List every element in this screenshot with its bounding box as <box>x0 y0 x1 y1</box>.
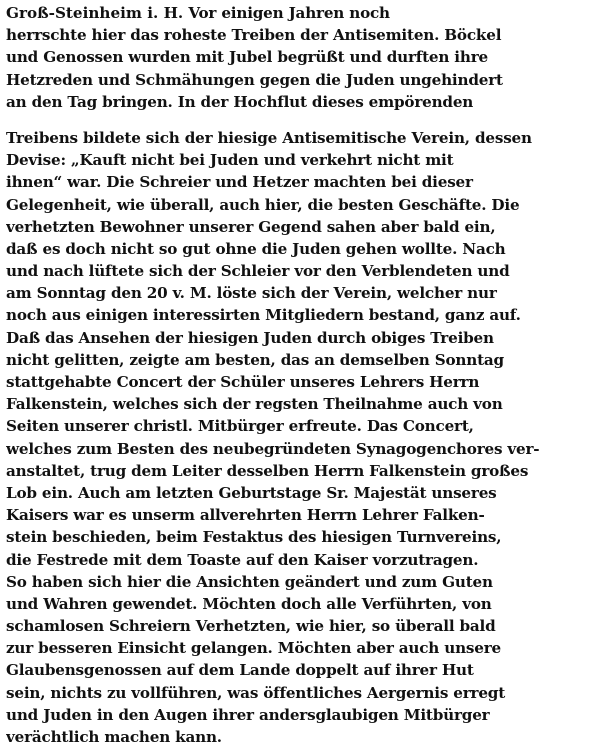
text-line: herrschte hier das roheste Treiben der Antisemiten. Böckel <box>6 26 502 45</box>
text-line: Lob ein. Auch am letzten Geburtstage Sr. Majestät unseres <box>6 483 497 502</box>
text-line: an den Tag bringen. In der Hochflut dieses empörenden <box>6 92 474 111</box>
text-line: zur besseren Einsicht gelangen. Möchten aber auch unsere <box>6 639 502 658</box>
text-line: Daß das Ansehen der hiesigen Juden durch obiges Treiben <box>6 328 494 347</box>
text-line: sein, nichts zu vollführen, was öffentliches Aergernis erregt <box>6 683 506 702</box>
text-line: am Sonntag den 20 v. M. löste sich der Verein, welcher nur <box>6 284 497 303</box>
paragraph-2 <box>6 127 594 748</box>
text-line: schamlosen Schreiern Verhetzten, wie hier, so überall bald <box>6 617 496 636</box>
text-line: und Wahren gewendet. Möchten doch alle Verführten, von <box>6 594 492 613</box>
text-line: verächtlich machen kann. <box>6 728 222 746</box>
text-line: und Genossen wurden mit Jubel begrüßt und durften ihre <box>6 48 488 67</box>
text-line: daß es doch nicht so gut ohne die Juden gehen wollte. Nach <box>6 239 506 258</box>
text-line: Seiten unserer christl. Mitbürger erfreute. Das Concert, <box>6 417 474 436</box>
text-line: welches zum Besten des neubegründeten Synagogenchores ver- <box>6 439 540 458</box>
text-line: und Juden in den Augen ihrer andersglaubigen Mitbürger <box>6 705 490 724</box>
text-line: die Festrede mit dem Toaste auf den Kaiser vorzutragen. <box>6 550 479 569</box>
text-line: Kaisers war es unserm allverehrten Herrn Lehrer Falken- <box>6 506 485 525</box>
text-line: Hetzreden und Schmähungen gegen die Juden ungehindert <box>6 70 503 89</box>
text-line: Devise: „Kauft nicht bei Juden und verkehrt nicht mit <box>6 151 454 170</box>
text-line: Gelegenheit, wie überall, auch hier, die besten Geschäfte. Die <box>6 195 520 214</box>
newspaper-clipping <box>6 2 594 746</box>
text-line: Falkenstein, welches sich der regsten Theilnahme auch von <box>6 395 503 414</box>
text-line: verhetzten Bewohner unserer Gegend sahen aber bald ein, <box>6 217 496 236</box>
paragraph-1 <box>6 2 594 113</box>
text-line: stein beschieden, beim Festaktus des hiesigen Turnvereins, <box>6 528 502 547</box>
text-line: nicht gelitten, zeigte am besten, das an demselben Sonntag <box>6 350 504 369</box>
text-line: So haben sich hier die Ansichten geändert und zum Guten <box>6 572 493 591</box>
text-line: und nach lüftete sich der Schleier vor den Verblendeten und <box>6 262 510 281</box>
paragraph-gap <box>6 113 594 127</box>
text-line: anstaltet, trug dem Leiter desselben Herrn Falkenstein großes <box>6 461 529 480</box>
text-line: stattgehabte Concert der Schüler unseres Lehrers Herrn <box>6 373 480 391</box>
text-line: ihnen“ war. Die Schreier und Hetzer machten bei dieser <box>6 173 473 192</box>
text-line <box>6 2 594 24</box>
place-heading: Groß-Steinheim i. H. <box>6 4 184 22</box>
text-line: Glaubensgenossen auf dem Lande doppelt auf ihrer Hut <box>6 661 474 680</box>
text-line: noch aus einigen interessirten Mitgliedern bestand, ganz auf. <box>6 306 521 325</box>
text-line-content: Vor einigen Jahren noch <box>188 4 390 22</box>
text-line: Treibens bildete sich der hiesige Antisemitische Verein, dessen <box>6 128 532 147</box>
